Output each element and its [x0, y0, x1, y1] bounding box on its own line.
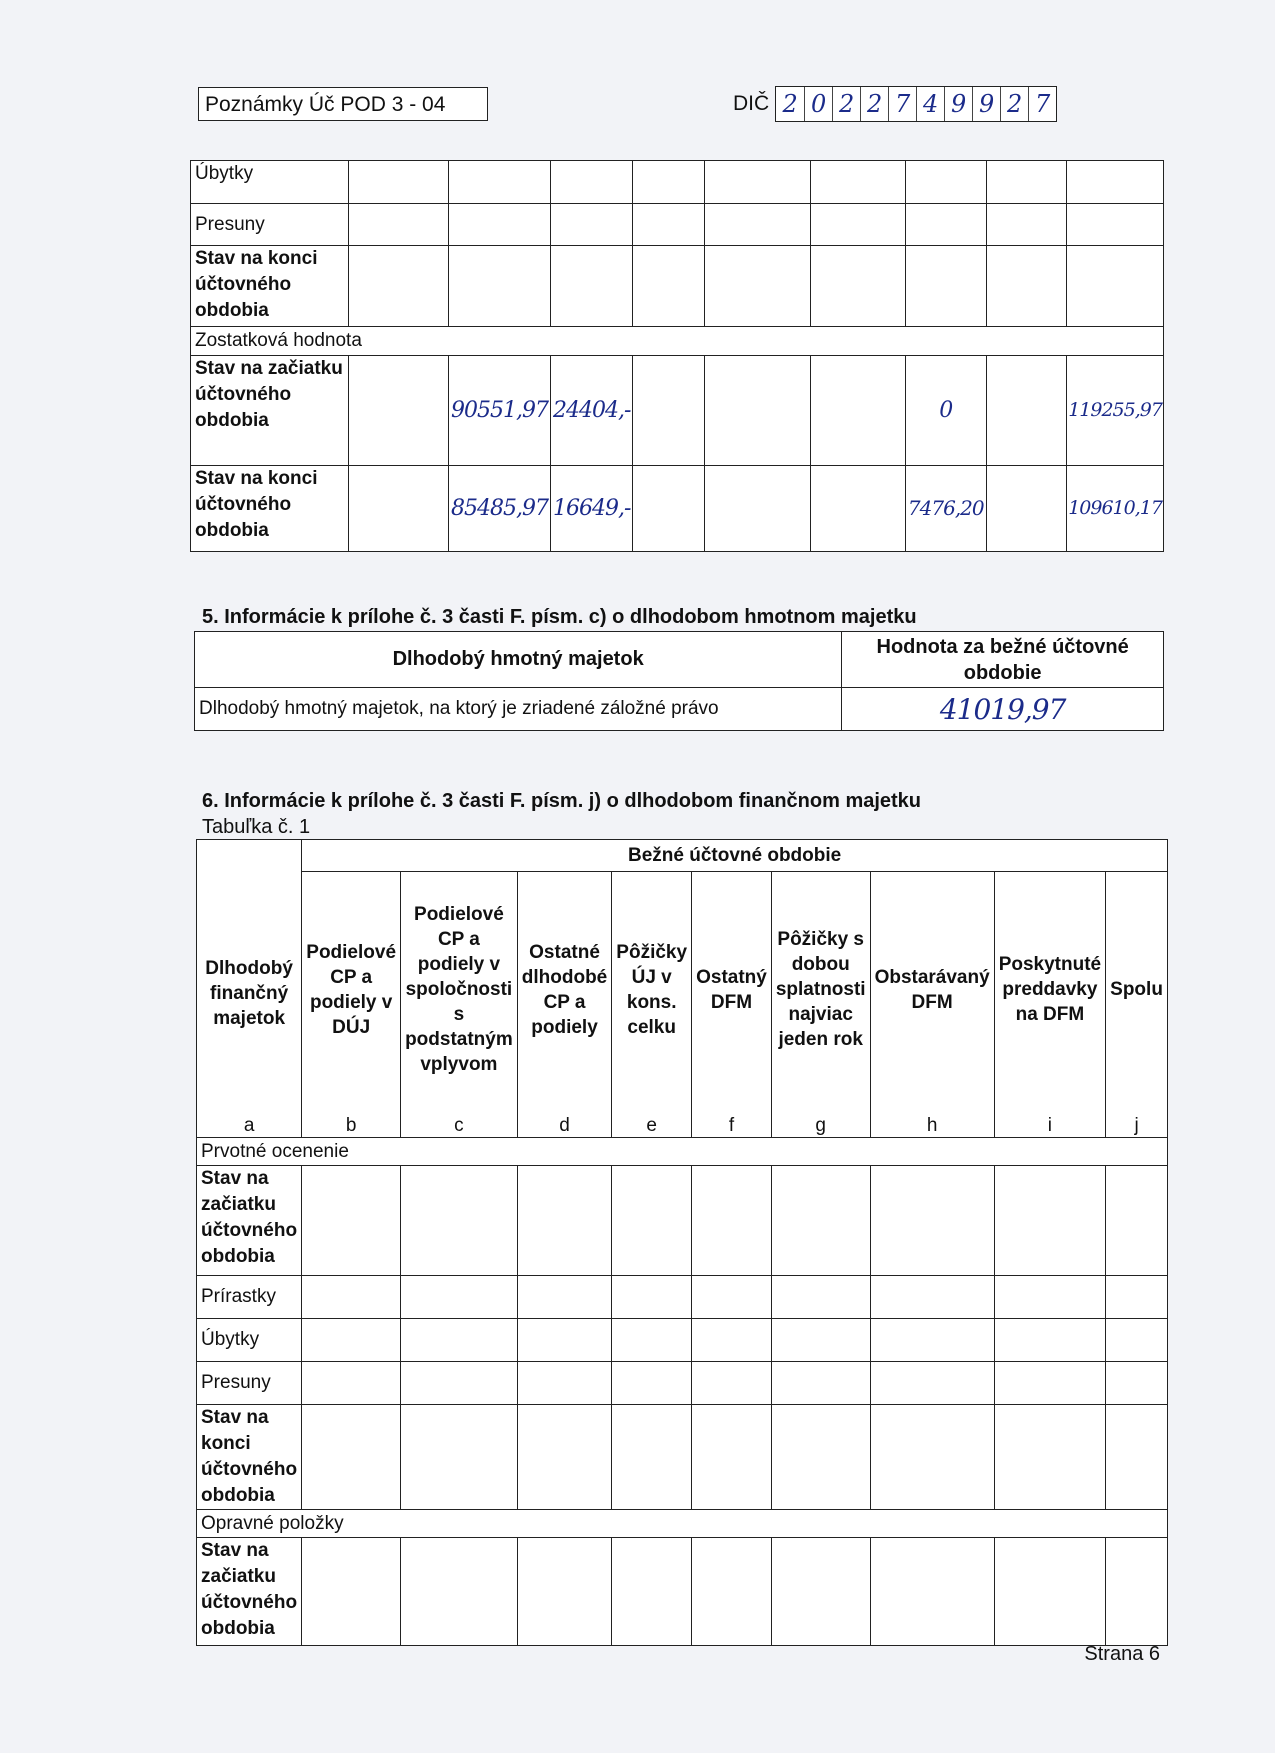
dic-digit: 2 [832, 87, 860, 121]
handwritten-value: 119255,97 [1068, 399, 1162, 421]
row-label-prvotne: Prvotné ocenenie [197, 1138, 1168, 1166]
col-dlhodoby-hmotny: Dlhodobý hmotný majetok [195, 632, 842, 688]
col-g: Pôžičky s dobou splatnosti najviac jeden rok [771, 872, 870, 1108]
table-row [191, 246, 1164, 327]
dic-digit: 2 [782, 90, 798, 118]
table-row [191, 356, 1164, 466]
col-i: Poskytnuté preddavky na DFM [994, 872, 1105, 1108]
dlhodoby-financny-table [196, 839, 1168, 1646]
dic-digit: 0 [804, 87, 832, 121]
dic-digit: 2 [1000, 87, 1028, 121]
row-label-stav-konci: Stav na konci účtovného obdobia [197, 1405, 302, 1510]
table-header-row [197, 872, 1168, 1108]
row-label-opravne: Opravné položky [197, 1510, 1168, 1538]
col-letter: f [692, 1108, 772, 1138]
row-label-stav-konci-2: Stav na konci účtovného obdobia [191, 466, 349, 552]
column-letters-row [197, 1108, 1168, 1138]
dic-digit: 9 [972, 87, 1000, 121]
period-header: Bežné účtovné obdobie [302, 840, 1168, 872]
handwritten-value: 109610,17 [1068, 497, 1162, 519]
col-e: Pôžičky ÚJ v kons. celku [612, 872, 692, 1108]
table-row [191, 161, 1164, 204]
handwritten-value: 0 [939, 398, 953, 423]
col-h: Obstarávaný DFM [870, 872, 994, 1108]
table-row [197, 1276, 1168, 1319]
table-row [197, 1538, 1168, 1646]
table-row [197, 1405, 1168, 1510]
col-c: Podielové CP a podiely v spoločnosti s podstatným vplyvom [401, 872, 518, 1108]
row-label-ubytky: Úbytky [197, 1319, 302, 1362]
col-letter: g [771, 1108, 870, 1138]
row-label-presuny: Presuny [197, 1362, 302, 1405]
dic-digit: 7 [1028, 87, 1056, 121]
dic-digit: 2 [860, 87, 888, 121]
col-j: Spolu [1106, 872, 1168, 1108]
col-letter: e [612, 1108, 692, 1138]
page-number: Strana 6 [1084, 1643, 1160, 1665]
row-label-prirastky: Prírastky [197, 1276, 302, 1319]
col-letter: h [870, 1108, 994, 1138]
document-title: Poznámky Úč POD 3 - 04 [205, 93, 446, 116]
section-6-title: 6. Informácie k prílohe č. 3 časti F. písm. j) o dlhodobom finančnom majetku [202, 790, 922, 812]
row-label-stav-zaciatku: Stav na začiatku účtovného obdobia [191, 356, 349, 466]
col-letter: c [401, 1108, 518, 1138]
dic-digit: 4 [916, 87, 944, 121]
col-letter: j [1106, 1108, 1168, 1138]
col-letter: d [517, 1108, 612, 1138]
row-label-stav-zaciatku: Stav na začiatku účtovného obdobia [197, 1166, 302, 1276]
col-b: Podielové CP a podiely v DÚJ [302, 872, 401, 1108]
dlhodoby-hmotny-table-continued [190, 160, 1164, 552]
row-label-ubytky: Úbytky [191, 161, 349, 204]
handwritten-value: 41019,97 [939, 692, 1066, 726]
section-5-title: 5. Informácie k prílohe č. 3 časti F. písm. c) o dlhodobom hmotnom majetku [202, 606, 917, 628]
dic-field [733, 86, 1057, 122]
table-row [197, 1319, 1168, 1362]
table-header-row [195, 632, 1164, 688]
row-label-stav-konci: Stav na konci účtovného obdobia [191, 246, 349, 327]
section-5-table [194, 631, 1164, 731]
dic-digit: 7 [888, 87, 916, 121]
dic-digit: 9 [944, 87, 972, 121]
row-label-zalozne: Dlhodobý hmotný majetok, na ktorý je zriadené záložné právo [195, 688, 842, 731]
row-label-zostatkova: Zostatková hodnota [191, 327, 1164, 356]
table-row [197, 1166, 1168, 1276]
table-row [197, 1362, 1168, 1405]
col-f: Ostatný DFM [692, 872, 772, 1108]
row-label-presuny: Presuny [191, 204, 349, 246]
handwritten-value: 16649,- [553, 496, 631, 521]
table-row [191, 204, 1164, 246]
col-d: Ostatné dlhodobé CP a podiely [517, 872, 612, 1108]
document-title-box [198, 87, 488, 121]
table-row [197, 1510, 1168, 1538]
table-row [191, 327, 1164, 356]
col-hodnota: Hodnota za bežné účtovné obdobie [842, 632, 1164, 688]
handwritten-value: 7476,20 [907, 496, 984, 520]
dic-boxes [775, 86, 1057, 122]
col-letter: a [197, 1108, 302, 1138]
col-letter: b [302, 1108, 401, 1138]
handwritten-value: 24404,- [553, 398, 631, 423]
row-label-stav-zaciatku-2: Stav na začiatku účtovného obdobia [197, 1538, 302, 1646]
col-letter: i [994, 1108, 1105, 1138]
table-header-row [197, 840, 1168, 872]
handwritten-value: 90551,97 [451, 398, 549, 423]
col-dlhodoby-financny: Dlhodobý finančný majetok [197, 840, 302, 1108]
table-row [195, 688, 1164, 731]
dic-label: DIČ [733, 92, 770, 115]
table-row [197, 1138, 1168, 1166]
table-caption: Tabuľka č. 1 [202, 816, 311, 838]
table-row [191, 466, 1164, 552]
handwritten-value: 85485,97 [451, 496, 549, 521]
